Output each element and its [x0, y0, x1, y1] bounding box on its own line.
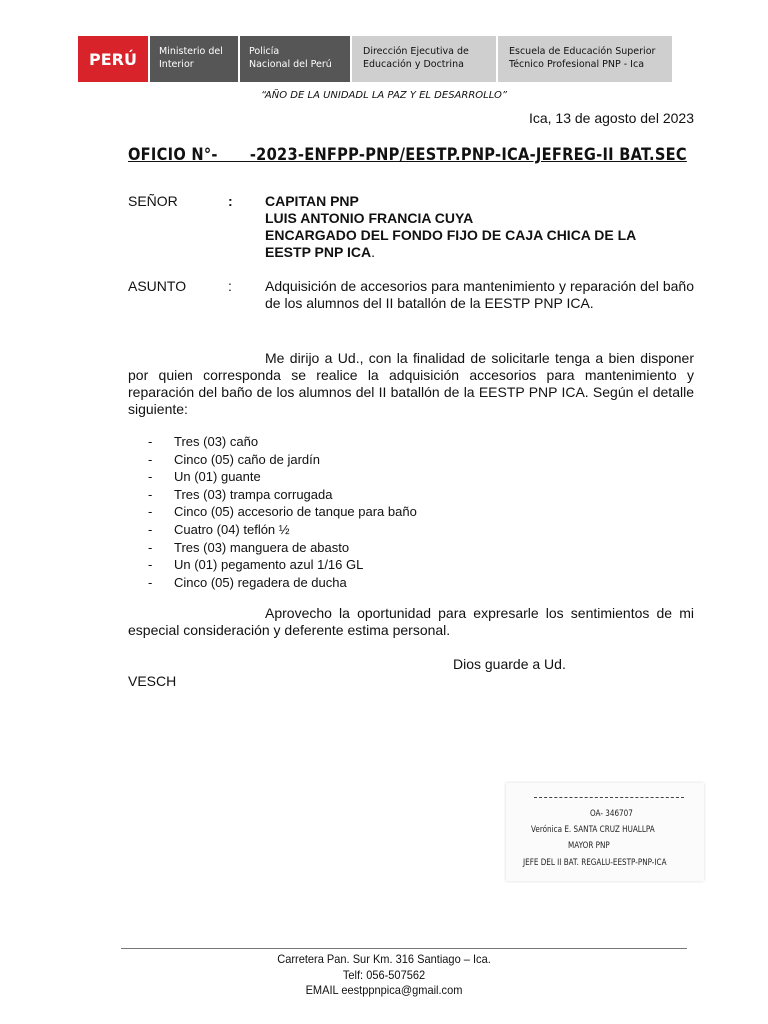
- footer: [12, 952, 755, 999]
- list-item: - Cinco (05) accesorio de tanque para baño: [148, 504, 417, 520]
- signature-rank: MAYOR PNP: [568, 841, 610, 851]
- addressee-label: SEÑOR: [128, 193, 178, 209]
- signature-position: JEFE DEL II BAT. REGALU-EESTP-PNP-ICA: [523, 858, 667, 868]
- year-motto: “AÑO DE LA UNIDADL LA PAZ Y EL DESARROLLO”: [260, 90, 508, 101]
- signature-block: [506, 783, 704, 881]
- list-item: - Tres (03) manguera de abasto: [148, 539, 350, 555]
- document-reference: OFICIO N°- -2023-ENFPP-PNP/EESTP.PNP-ICA-JEFREG-II BAT.SEC: [128, 145, 687, 165]
- footer-phone: Telf: 056-507562: [342, 967, 426, 982]
- closing-paragraph: Aprovecho la oportunidad para expresarle los sentimientos de mi especial consideración y deferente estima personal.: [128, 605, 694, 638]
- body-paragraph: Me dirijo a Ud., con la finalidad de solicitarle tenga a bien disponer por quien corresponda se realice la adquisición accesorios para mantenimiento y reparación del baño de los alumnos del II batallón de la EESTP PNP ICA. Según el detalle siguiente:: [128, 350, 694, 417]
- signature-cip: OA- 346707: [590, 809, 633, 819]
- document-date: Ica, 13 de agosto del 2023: [528, 110, 694, 126]
- peru-logo: PERÚ: [78, 36, 148, 82]
- footer-email[interactable]: EMAIL eestppnpica@gmail.com: [305, 983, 463, 997]
- signature-name: Verónica E. SANTA CRUZ HUALLPA: [531, 825, 655, 835]
- header-box-escuela: Escuela de Educación Superior Técnico Profesional PNP - Ica: [498, 36, 672, 82]
- list-item: - Tres (03) caño: [148, 434, 259, 449]
- list-item: - Cuatro (04) teflón ½: [148, 521, 290, 537]
- header-box-ministerio: Ministerio del Interior: [150, 36, 238, 82]
- subject-block: [128, 278, 694, 330]
- list-item: - Cinco (05) caño de jardín: [148, 451, 320, 467]
- list-item: - Tres (03) trampa corrugada: [148, 486, 333, 502]
- header-box-policia: Policía Nacional del Perú: [240, 36, 350, 82]
- addressee-block: [128, 193, 694, 265]
- list-item: - Un (01) pegamento azul 1/16 GL: [148, 557, 364, 573]
- addressee-colon: :: [228, 193, 233, 209]
- addressee-lines: CAPITAN PNP LUIS ANTONIO FRANCIA CUYA ENCARGADO DEL FONDO FIJO DE CAJA CHICA DE LA EESTP PNP ICA.: [265, 193, 637, 260]
- footer-divider: [121, 948, 687, 949]
- list-item: - Cinco (05) regadera de ducha: [148, 574, 347, 590]
- greeting: Dios guarde a Ud.: [453, 656, 566, 672]
- author-initials: VESCH: [128, 673, 177, 689]
- subject-text: Adquisición de accesorios para mantenimiento y reparación del baño de los alumnos del II batallón de la EESTP PNP ICA.: [265, 278, 694, 311]
- item-list: [148, 433, 417, 591]
- signature-line: [534, 797, 684, 798]
- institution-header: [78, 36, 672, 82]
- footer-address: Carretera Pan. Sur Km. 316 Santiago – Ica.: [277, 952, 491, 966]
- subject-label: ASUNTO: [128, 278, 187, 294]
- header-box-direccion: Dirección Ejecutiva de Educación y Doctrina: [352, 36, 496, 82]
- list-item: - Un (01) guante: [148, 469, 261, 485]
- subject-colon: :: [228, 278, 232, 294]
